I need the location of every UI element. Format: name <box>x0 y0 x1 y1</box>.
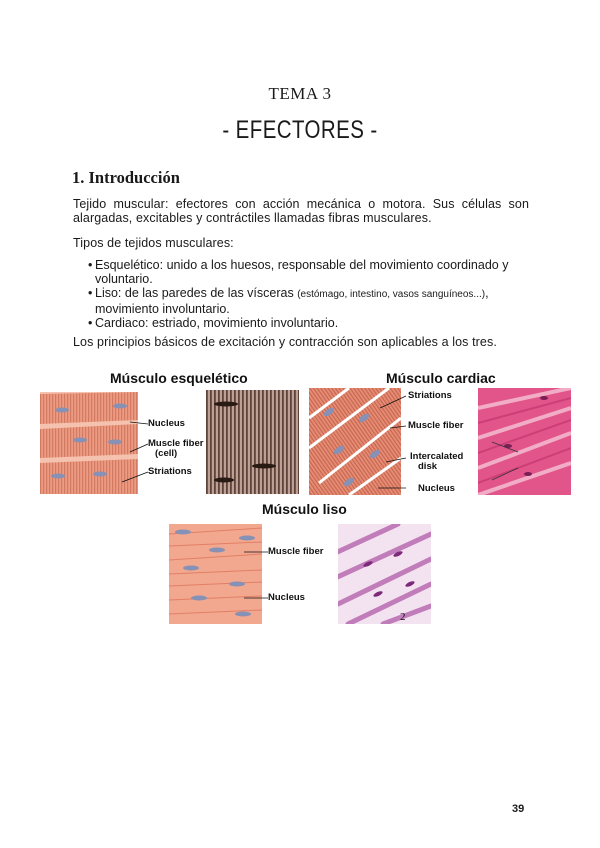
principios-paragraph: Los principios básicos de excitación y contracción son aplicables a los tres. <box>73 335 497 349</box>
figure-title-cardiac: Músculo cardiac <box>386 370 496 386</box>
tema-label: TEMA 3 <box>268 84 332 103</box>
list-item <box>88 316 532 330</box>
label-muscle-fiber: Muscle fiber <box>408 420 464 431</box>
section-heading: 1. Introducción <box>72 168 180 187</box>
bullet-text: Cardiaco: estriado, movimiento involuntario. <box>95 316 339 330</box>
page-number: 39 <box>512 803 525 815</box>
figure-title-liso: Músculo liso <box>262 501 347 517</box>
label-disk: disk <box>418 461 438 472</box>
tipos-paragraph: Tipos de tejidos musculares: <box>73 236 234 250</box>
bullet-text-end: , movimiento involuntario. <box>95 286 489 316</box>
chapter-title: - EFECTORES - <box>222 116 378 144</box>
skeletal-leader-lines <box>100 392 150 492</box>
cardiac-micrograph <box>478 388 571 495</box>
label-muscle-fiber: Muscle fiber <box>148 438 204 449</box>
label-nucleus: Nucleus <box>268 592 305 603</box>
label-nucleus: Nucleus <box>148 418 185 429</box>
label-intercalated: Intercalated <box>410 451 464 462</box>
bullet-text: Liso: de las paredes de las vísceras <box>95 286 298 300</box>
list-item <box>88 286 532 316</box>
bullet-note: (estómago, intestino, vasos sanguíneos...) <box>297 289 486 300</box>
skeletal-micrograph <box>206 390 299 494</box>
cardiac-leader-lines <box>360 388 410 495</box>
figure-title-esqueletico: Músculo esquelético <box>110 370 248 386</box>
label-cell: (cell) <box>155 448 178 459</box>
micrograph-number: 2 <box>400 611 406 623</box>
bullet-text: Esquelético: unido a los huesos, responsable del movimiento coordinado y voluntario. <box>95 258 509 286</box>
label-nucleus: Nucleus <box>418 483 455 494</box>
label-muscle-fiber: Muscle fiber <box>268 546 324 557</box>
muscle-types-list <box>88 258 532 330</box>
smooth-leader-lines <box>240 524 270 624</box>
smooth-micrograph <box>338 524 431 624</box>
label-striations: Striations <box>408 390 452 401</box>
intro-paragraph: Tejido muscular: efectores con acción mecánica o motora. Sus células son alargadas, excitables y contráctiles llamadas fibras musculares. <box>73 197 529 225</box>
label-striations: Striations <box>148 466 192 477</box>
list-item <box>88 258 532 286</box>
